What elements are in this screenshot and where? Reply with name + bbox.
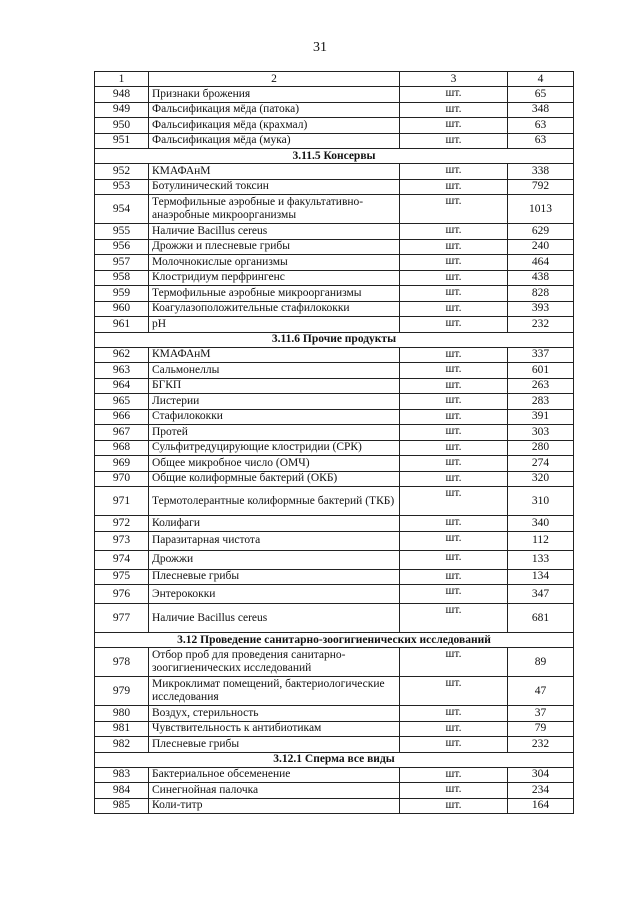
row-name: Бактериальное обсеменение [149,767,400,783]
table-row [95,550,574,569]
row-name: Воздух, стерильность [149,706,400,722]
row-value: 89 [508,648,574,677]
row-number: 978 [95,648,149,677]
row-name: Общие колиформные бактерий (ОКБ) [149,471,400,487]
table-row [95,255,574,271]
row-value: 1013 [508,195,574,224]
header-col-3: 3 [400,72,508,87]
row-name: Синегнойная палочка [149,783,400,799]
table-row [95,783,574,799]
row-name: Термотолерантные колиформные бактерий (ТКБ) [149,487,400,516]
row-value: 792 [508,179,574,195]
row-number: 961 [95,317,149,333]
row-name: Термофильные аэробные микроорганизмы [149,286,400,302]
row-number: 975 [95,569,149,585]
section-title: 3.11.5 Консервы [95,149,574,164]
row-value: 320 [508,471,574,487]
row-number: 952 [95,164,149,180]
row-number: 962 [95,347,149,363]
row-number: 949 [95,102,149,118]
row-number: 955 [95,224,149,240]
row-unit: шт. [400,798,508,814]
row-name: Чувствительность к антибиотикам [149,721,400,737]
row-number: 981 [95,721,149,737]
row-number: 983 [95,767,149,783]
row-number: 982 [95,737,149,753]
table-row [95,409,574,425]
row-value: 133 [508,550,574,569]
table-row [95,425,574,441]
row-unit: шт. [400,425,508,441]
table-row [95,471,574,487]
table-row [95,721,574,737]
row-value: 681 [508,604,574,633]
table-row [95,301,574,317]
row-name: Молочнокислые организмы [149,255,400,271]
row-unit: шт. [400,164,508,180]
row-number: 957 [95,255,149,271]
table-row [95,516,574,532]
table-row [95,102,574,118]
row-number: 953 [95,179,149,195]
table-row [95,706,574,722]
row-name: Протей [149,425,400,441]
table-header-row [95,72,574,87]
price-table [94,71,574,814]
row-value: 134 [508,569,574,585]
row-value: 63 [508,118,574,134]
row-number: 974 [95,550,149,569]
row-unit: шт. [400,347,508,363]
table-row [95,648,574,677]
table-row [95,133,574,149]
row-unit: шт. [400,706,508,722]
row-number: 965 [95,394,149,410]
row-name: Фальсификация мёда (патока) [149,102,400,118]
row-unit: шт. [400,550,508,569]
section-row [95,332,574,347]
row-value: 37 [508,706,574,722]
row-number: 948 [95,87,149,103]
row-value: 464 [508,255,574,271]
row-name: Дрожжи [149,550,400,569]
row-value: 393 [508,301,574,317]
row-unit: шт. [400,737,508,753]
row-value: 164 [508,798,574,814]
row-unit: шт. [400,531,508,550]
table-row [95,440,574,456]
row-name: Фальсификация мёда (крахмал) [149,118,400,134]
row-number: 977 [95,604,149,633]
row-number: 969 [95,456,149,472]
row-unit: шт. [400,569,508,585]
row-value: 438 [508,270,574,286]
row-name: Коли-титр [149,798,400,814]
row-unit: шт. [400,363,508,379]
table-row [95,164,574,180]
row-unit: шт. [400,409,508,425]
table-row [95,456,574,472]
section-row [95,752,574,767]
row-unit: шт. [400,585,508,604]
row-name: Сульфитредуцирующие клостридии (СРК) [149,440,400,456]
row-unit: шт. [400,301,508,317]
table-row [95,604,574,633]
table-row [95,737,574,753]
header-col-2: 2 [149,72,400,87]
table-row [95,378,574,394]
row-name: pH [149,317,400,333]
row-unit: шт. [400,87,508,103]
table-row [95,677,574,706]
row-name: Паразитарная чистота [149,531,400,550]
row-number: 976 [95,585,149,604]
row-unit: шт. [400,516,508,532]
row-number: 959 [95,286,149,302]
row-unit: шт. [400,471,508,487]
table-row [95,767,574,783]
row-unit: шт. [400,133,508,149]
row-number: 950 [95,118,149,134]
row-name: Термофильные аэробные и факультативно-анаэробные микроорганизмы [149,195,400,224]
table-row [95,798,574,814]
row-number: 979 [95,677,149,706]
row-value: 303 [508,425,574,441]
table-row [95,531,574,550]
section-row [95,633,574,648]
row-unit: шт. [400,487,508,516]
table-row [95,317,574,333]
row-number: 963 [95,363,149,379]
table-row [95,179,574,195]
section-title: 3.11.6 Прочие продукты [95,332,574,347]
header-col-1: 1 [95,72,149,87]
row-unit: шт. [400,456,508,472]
row-name: Наличие Bacillus cereus [149,604,400,633]
row-unit: шт. [400,179,508,195]
row-name: Наличие Bacillus cereus [149,224,400,240]
row-unit: шт. [400,195,508,224]
row-value: 283 [508,394,574,410]
row-number: 968 [95,440,149,456]
table-row [95,363,574,379]
row-unit: шт. [400,604,508,633]
row-name: Энтерококки [149,585,400,604]
row-value: 63 [508,133,574,149]
row-value: 347 [508,585,574,604]
row-number: 951 [95,133,149,149]
row-value: 274 [508,456,574,472]
table-row [95,118,574,134]
table-row [95,270,574,286]
row-value: 232 [508,737,574,753]
row-unit: шт. [400,317,508,333]
row-name: Плесневые грибы [149,569,400,585]
row-value: 304 [508,767,574,783]
table-row [95,195,574,224]
table-row [95,347,574,363]
row-number: 958 [95,270,149,286]
row-number: 971 [95,487,149,516]
page-number: 31 [313,40,327,55]
row-value: 601 [508,363,574,379]
row-unit: шт. [400,102,508,118]
row-value: 232 [508,317,574,333]
row-name: Стафилококки [149,409,400,425]
row-name: Колифаги [149,516,400,532]
row-value: 65 [508,87,574,103]
row-number: 966 [95,409,149,425]
row-name: Общее микробное число (ОМЧ) [149,456,400,472]
row-number: 956 [95,239,149,255]
table-row [95,569,574,585]
section-row [95,149,574,164]
table-row [95,87,574,103]
row-value: 337 [508,347,574,363]
row-name: Коагулазоположительные стафилококки [149,301,400,317]
row-unit: шт. [400,378,508,394]
row-name: Отбор проб для проведения санитарно-зоогигиенических исследований [149,648,400,677]
row-value: 47 [508,677,574,706]
row-unit: шт. [400,721,508,737]
row-name: Дрожжи и плесневые грибы [149,239,400,255]
row-value: 340 [508,516,574,532]
row-name: Признаки брожения [149,87,400,103]
row-unit: шт. [400,239,508,255]
row-name: Плесневые грибы [149,737,400,753]
row-name: Ботулинический токсин [149,179,400,195]
row-name: Микроклимат помещений, бактериологические исследования [149,677,400,706]
row-value: 79 [508,721,574,737]
table-row [95,224,574,240]
row-unit: шт. [400,255,508,271]
row-number: 980 [95,706,149,722]
row-value: 828 [508,286,574,302]
row-number: 972 [95,516,149,532]
row-unit: шт. [400,224,508,240]
table-row [95,286,574,302]
section-title: 3.12.1 Сперма все виды [95,752,574,767]
row-name: Листерии [149,394,400,410]
header-col-4: 4 [508,72,574,87]
row-value: 240 [508,239,574,255]
row-unit: шт. [400,440,508,456]
row-value: 391 [508,409,574,425]
row-number: 973 [95,531,149,550]
row-value: 280 [508,440,574,456]
table-row [95,394,574,410]
row-unit: шт. [400,394,508,410]
row-number: 970 [95,471,149,487]
row-value: 338 [508,164,574,180]
row-unit: шт. [400,648,508,677]
row-name: КМАФАнМ [149,164,400,180]
row-unit: шт. [400,270,508,286]
row-unit: шт. [400,783,508,799]
row-unit: шт. [400,286,508,302]
row-number: 964 [95,378,149,394]
table-body [95,72,574,814]
row-name: Фальсификация мёда (мука) [149,133,400,149]
row-unit: шт. [400,767,508,783]
row-number: 967 [95,425,149,441]
row-name: КМАФАнМ [149,347,400,363]
row-value: 112 [508,531,574,550]
row-value: 310 [508,487,574,516]
row-value: 263 [508,378,574,394]
table-row [95,487,574,516]
table-row [95,239,574,255]
row-name: БГКП [149,378,400,394]
row-name: Клостридиум перфрингенс [149,270,400,286]
table-row [95,585,574,604]
row-number: 960 [95,301,149,317]
row-unit: шт. [400,677,508,706]
section-title: 3.12 Проведение санитарно-зоогигиенических исследований [95,633,574,648]
row-name: Сальмонеллы [149,363,400,379]
row-value: 348 [508,102,574,118]
row-number: 984 [95,783,149,799]
row-number: 985 [95,798,149,814]
row-number: 954 [95,195,149,224]
row-value: 629 [508,224,574,240]
row-unit: шт. [400,118,508,134]
row-value: 234 [508,783,574,799]
